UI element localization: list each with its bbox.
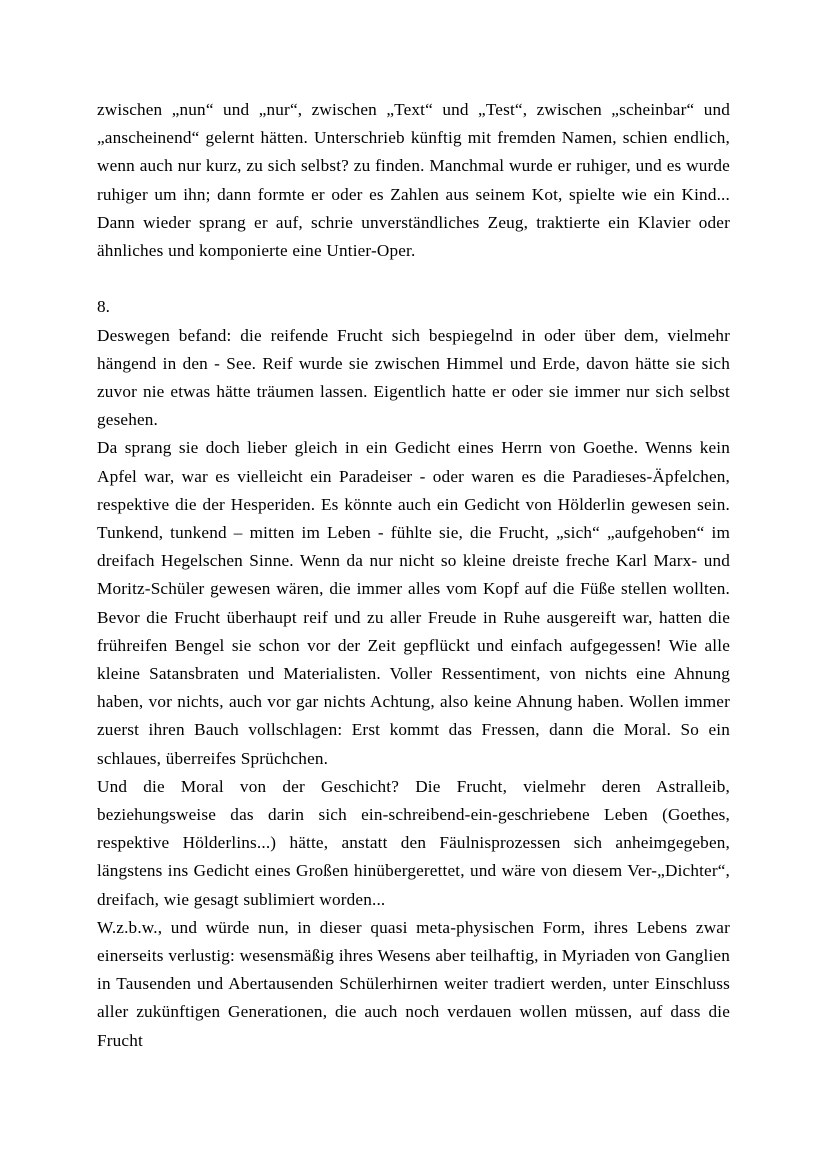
paragraph-block: W.z.b.w., und würde nun, in dieser quasi meta-physischen Form, ihres Lebens zwar einerseits verlustig: wesensmäßig ihres Wesens aber teilhaftig, in Myriaden von Ganglien in Tausenden und Abertausenden Schülerhirnen weiter tradiert werden, unter Einschluss aller zukünftigen Generationen, die auch noch verdauen wollen müssen, auf dass die Frucht: [97, 917, 730, 1050]
paragraph-block: zwischen „nun“ und „nur“, zwischen „Text“ und „Test“, zwischen „scheinbar“ und „anscheinend“ gelernt hätten. Unterschrieb künftig mit fremden Namen, schien endlich, wenn auch nur kurz, zu sich selbst? zu finden. Manchmal wurde er ruhiger, und es wurde ruhiger um ihn; dann formte er oder es Zahlen aus seinem Kot, spielte wie ein Kind... Dann wieder sprang er auf, schrie unverständliches Zeug, traktierte ein Klavier oder ähnliches und komponierte eine Untier-Oper.: [97, 100, 730, 261]
section-number-heading: 8.: [97, 297, 110, 317]
paragraph-block: Deswegen befand: die reifende Frucht sich bespiegelnd in oder über dem, vielmehr hängend in den - See. Reif wurde sie zwischen Himmel und Erde, davon hätte sie sich zuvor nie etwas hätte träumen lassen. Eigentlich hatte er oder sie immer nur sich selbst gesehen.: [97, 325, 730, 430]
paragraph-block: Und die Moral von der Geschicht? Die Frucht, vielmehr deren Astralleib, beziehungsweise das darin sich ein-schreibend-ein-geschriebene Leben (Goethes, respektive Hölderlins...) hätte, anstatt den Fäulnisprozessen sich anheimgegeben, längstens ins Gedicht eines Großen hinübergerettet, und wäre von diesem Ver-„Dichter“, dreifach, wie gesagt sublimiert worden...: [97, 776, 730, 909]
paragraph-block: Da sprang sie doch lieber gleich in ein Gedicht eines Herrn von Goethe. Wenns kein Apfel war, war es vielleicht ein Paradeiser - oder waren es die Paradieses-Äpfelchen, respektive die der Hesperiden. Es könnte auch ein Gedicht von Hölderlin gewesen sein. Tunkend, tunkend – mitten im Leben - fühlte sie, die Frucht, „sich“ „aufgehoben“ im dreifach Hegelschen Sinne. Wenn da nur nicht so kleine dreiste freche Karl Marx- und Moritz-Schüler gewesen wären, die immer alles vom Kopf auf die Füße stellen wollten. Bevor die Frucht überhaupt reif und zu aller Freude in Ruhe ausgereift war, hatten die frühreifen Bengel sie schon vor der Zeit gepflückt und einfach aufgegessen! Wie alle kleine Satansbraten und Materialisten. Voller Ressentiment, von nichts eine Ahnung haben, vor nichts, auch vor gar nichts Achtung, also keine Ahnung haben. Wollen immer zuerst ihren Bauch vollschlagen: Erst kommt das Fressen, dann die Moral. So ein schlaues, überreifes Sprüchchen.: [97, 438, 730, 768]
text-column: [97, 96, 730, 1055]
